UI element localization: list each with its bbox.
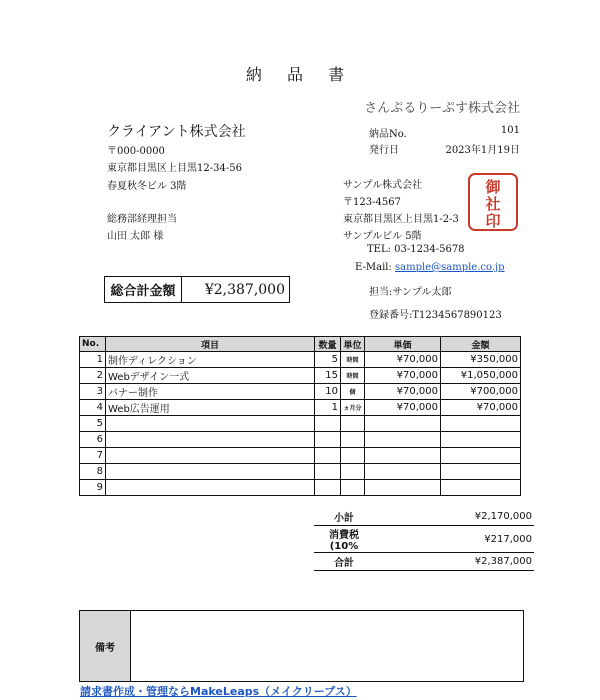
row-qty [315, 432, 341, 448]
row-unit: ヵ月分 [341, 400, 365, 416]
row-no: 8 [80, 464, 106, 480]
row-price: ¥70,000 [365, 368, 441, 384]
row-unit [341, 432, 365, 448]
company-seal-stamp [468, 173, 518, 231]
row-item [106, 416, 315, 432]
remarks-box [79, 610, 524, 682]
header-unit: 単位 [341, 337, 365, 352]
sender-company-header: さんぷるりーぷす株式会社 [364, 101, 520, 116]
sender-address-line2: サンプルビル 5階 [343, 231, 422, 242]
summary-table [314, 508, 534, 571]
table-row [80, 400, 521, 416]
table-row [80, 432, 521, 448]
table-row [80, 448, 521, 464]
stamp-char-3: 印 [485, 212, 501, 230]
sender-representative: 担当:サンプル太郎 [369, 287, 452, 298]
row-price: ¥70,000 [365, 384, 441, 400]
row-amount: ¥350,000 [441, 352, 521, 368]
client-postal: 〒000-0000 [107, 146, 165, 157]
row-item: Web広告運用 [106, 400, 315, 416]
stamp-char-2: 社 [485, 195, 501, 213]
row-no: 2 [80, 368, 106, 384]
delivery-no-label: 納品No. [369, 129, 407, 140]
row-amount [441, 464, 521, 480]
row-qty: 5 [315, 352, 341, 368]
client-address-line1: 東京都目黒区上目黒12-34-56 [107, 163, 242, 174]
row-unit: 個 [341, 384, 365, 400]
row-no: 7 [80, 448, 106, 464]
row-amount [441, 416, 521, 432]
remarks-label: 備考 [80, 611, 131, 681]
row-item [106, 464, 315, 480]
header-price: 単価 [365, 337, 441, 352]
row-item [106, 480, 315, 496]
row-unit: 時間 [341, 368, 365, 384]
row-qty: 1 [315, 400, 341, 416]
row-item: Webデザイン一式 [106, 368, 315, 384]
row-qty [315, 464, 341, 480]
table-row [80, 352, 521, 368]
row-price [365, 480, 441, 496]
grand-total-box [104, 276, 290, 303]
sender-email-link[interactable]: sample@sample.co.jp [395, 262, 505, 273]
table-row [80, 368, 521, 384]
issue-date-label: 発行日 [369, 145, 399, 156]
items-table-header [80, 337, 521, 352]
row-amount [441, 480, 521, 496]
row-qty [315, 480, 341, 496]
row-unit [341, 480, 365, 496]
makeleaps-footer-link[interactable]: 請求書作成・管理ならMakeLeaps（メイクリープス） [80, 685, 357, 698]
summary-row [314, 508, 534, 526]
summary-value: ¥2,387,000 [472, 553, 534, 571]
row-unit: 時間 [341, 352, 365, 368]
grand-total-label: 総合計金額 [105, 277, 182, 302]
summary-value: ¥2,170,000 [472, 508, 534, 526]
summary-label: 小計 [314, 508, 374, 526]
row-no: 1 [80, 352, 106, 368]
row-amount: ¥1,050,000 [441, 368, 521, 384]
header-qty: 数量 [315, 337, 341, 352]
row-price [365, 464, 441, 480]
row-no: 9 [80, 480, 106, 496]
grand-total-value: ¥2,387,000 [204, 281, 285, 298]
row-amount [441, 448, 521, 464]
row-unit [341, 416, 365, 432]
items-table [79, 336, 521, 496]
summary-spacer [374, 508, 472, 526]
row-no: 6 [80, 432, 106, 448]
table-row [80, 464, 521, 480]
summary-row [314, 526, 534, 553]
row-no: 5 [80, 416, 106, 432]
row-no: 4 [80, 400, 106, 416]
row-item [106, 448, 315, 464]
row-price: ¥70,000 [365, 352, 441, 368]
table-row [80, 384, 521, 400]
row-no: 3 [80, 384, 106, 400]
table-row [80, 416, 521, 432]
table-row [80, 480, 521, 496]
client-address-line2: 春夏秋冬ビル 3階 [107, 181, 187, 192]
header-amount: 金額 [441, 337, 521, 352]
summary-spacer [374, 553, 472, 571]
row-amount [441, 432, 521, 448]
stamp-char-1: 御 [485, 178, 501, 196]
row-price [365, 416, 441, 432]
client-department: 総務部経理担当 [107, 214, 177, 225]
sender-postal: 〒123-4567 [343, 197, 401, 208]
remarks-content [131, 611, 523, 681]
header-item: 項目 [106, 337, 315, 352]
sender-email-label: E-Mail: [355, 262, 392, 273]
sender-registration: 登録番号:T1234567890123 [369, 310, 502, 321]
row-price [365, 448, 441, 464]
row-qty: 10 [315, 384, 341, 400]
client-name: クライアント株式会社 [107, 124, 246, 140]
client-person: 山田 太郎 様 [107, 231, 164, 242]
row-price: ¥70,000 [365, 400, 441, 416]
document-title: 納 品 書 [245, 65, 355, 84]
issue-date-value: 2023年1月19日 [445, 145, 520, 156]
row-item: バナー制作 [106, 384, 315, 400]
sender-tel: TEL: 03-1234-5678 [367, 244, 465, 255]
row-item [106, 432, 315, 448]
sender-name: サンプル株式会社 [343, 180, 423, 191]
row-amount: ¥700,000 [441, 384, 521, 400]
row-price [365, 432, 441, 448]
summary-spacer [374, 526, 472, 553]
summary-label: 合計 [314, 553, 374, 571]
row-qty [315, 448, 341, 464]
row-amount: ¥70,000 [441, 400, 521, 416]
row-qty [315, 416, 341, 432]
row-item: 制作ディレクション [106, 352, 315, 368]
summary-label: 消費税(10% [314, 526, 374, 553]
delivery-no-value: 101 [500, 125, 520, 136]
summary-value: ¥217,000 [472, 526, 534, 553]
row-unit [341, 448, 365, 464]
sender-email-row [355, 262, 505, 273]
row-qty: 15 [315, 368, 341, 384]
header-no: No. [80, 337, 106, 352]
sender-address-line1: 東京都目黒区上目黒1-2-3 [343, 214, 459, 225]
row-unit [341, 464, 365, 480]
summary-row [314, 553, 534, 571]
